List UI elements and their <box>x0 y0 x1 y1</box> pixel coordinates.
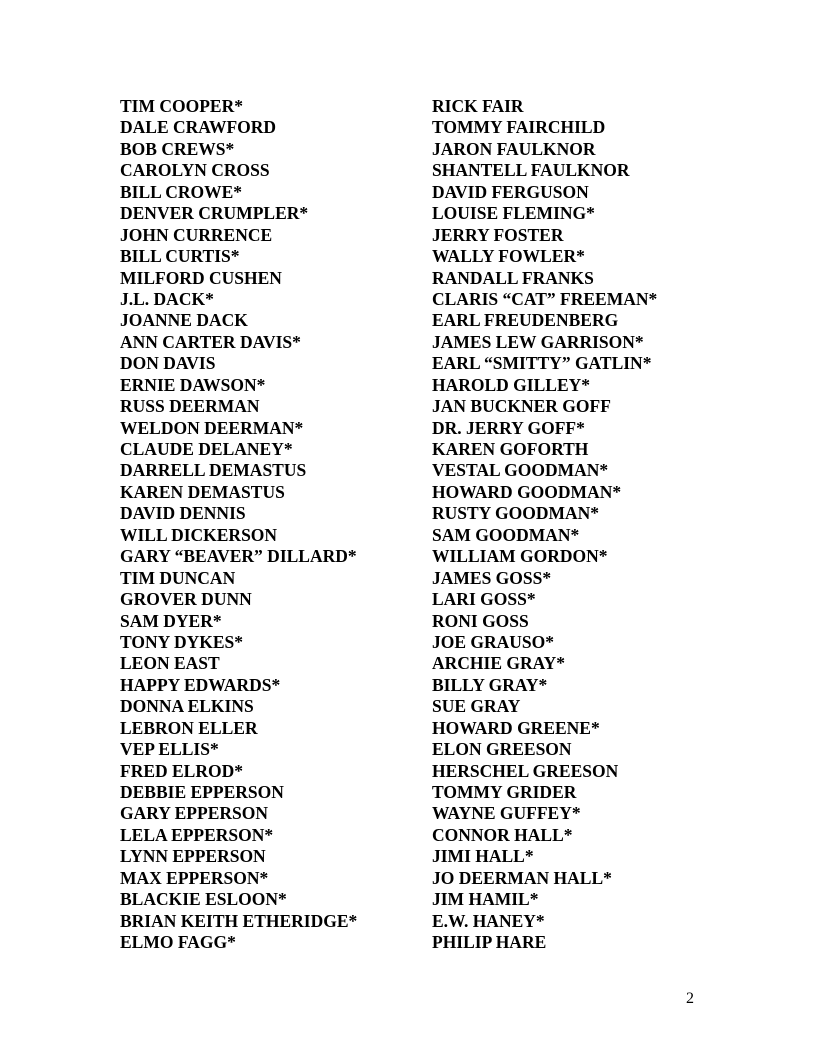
name-entry: LELA EPPERSON* <box>120 824 274 845</box>
name-entry: JAMES LEW GARRISON* <box>432 331 644 352</box>
name-entry: LEBRON ELLER <box>120 717 258 738</box>
name-entry: E.W. HANEY* <box>432 910 545 931</box>
name-entry: PHILIP HARE <box>432 932 547 953</box>
name-entry: TIM DUNCAN <box>120 567 236 588</box>
name-entry: HOWARD GREENE* <box>432 717 600 738</box>
name-entry: LOUISE FLEMING* <box>432 203 595 224</box>
name-entry: RONI GOSS <box>432 610 529 631</box>
name-entry: LYNN EPPERSON <box>120 846 266 867</box>
name-entry: CLAUDE DELANEY* <box>120 439 293 459</box>
name-entry: BILL CURTIS* <box>120 246 240 267</box>
name-entry: RANDALL FRANKS <box>432 267 594 288</box>
name-entry: EARL FREUDENBERG <box>432 310 619 331</box>
name-entry: BILLY GRAY* <box>432 674 548 695</box>
name-entry: DENVER CRUMPLER* <box>120 203 309 224</box>
name-entry: RICK FAIR <box>432 96 524 116</box>
name-entry: KAREN DEMASTUS <box>120 481 285 502</box>
name-entry: JAMES GOSS* <box>432 567 552 588</box>
name-entry: WELDON DEERMAN* <box>120 417 304 438</box>
name-entry: GROVER DUNN <box>120 589 252 610</box>
name-entry: ELON GREESON <box>432 739 572 760</box>
name-entry: DARRELL DEMASTUS <box>120 460 307 481</box>
name-entry: CONNOR HALL* <box>432 824 573 845</box>
name-entry: HAPPY EDWARDS* <box>120 674 281 695</box>
name-entry: VEP ELLIS* <box>120 739 219 760</box>
page-number: 2 <box>686 990 694 1007</box>
name-entry: TOMMY FAIRCHILD <box>432 117 606 138</box>
name-entry: DON DAVIS <box>120 353 216 374</box>
name-entry: HOWARD GOODMAN* <box>432 481 622 502</box>
name-entry: BILL CROWE* <box>120 181 243 202</box>
name-entry: BLACKIE ESLOON* <box>120 889 287 910</box>
name-entry: HERSCHEL GREESON <box>432 760 619 781</box>
name-entry: CLARIS “CAT” FREEMAN* <box>432 288 658 309</box>
name-entry: JO DEERMAN HALL* <box>432 867 612 888</box>
name-entry: MAX EPPERSON* <box>120 867 269 888</box>
name-entry: MILFORD CUSHEN <box>120 267 282 288</box>
name-entry: J.L. DACK* <box>120 288 214 309</box>
name-entry: FRED ELROD* <box>120 760 243 781</box>
name-entry: SUE GRAY <box>432 696 521 717</box>
name-entry: RUSTY GOODMAN* <box>432 503 600 524</box>
name-entry: KAREN GOFORTH <box>432 439 589 459</box>
name-entry: DR. JERRY GOFF* <box>432 417 585 438</box>
name-entry: EARL “SMITTY” GATLIN* <box>432 353 652 374</box>
name-entry: DAVID DENNIS <box>120 503 246 524</box>
name-entry: TIM COOPER* <box>120 96 243 116</box>
name-entry: DALE CRAWFORD <box>120 117 277 138</box>
name-entry: HAROLD GILLEY* <box>432 374 591 395</box>
name-entry: WILLIAM GORDON* <box>432 546 608 567</box>
name-entry: LARI GOSS* <box>432 589 536 610</box>
name-entry: SHANTELL FAULKNOR <box>432 160 630 181</box>
name-entry: GARY “BEAVER” DILLARD* <box>120 546 357 567</box>
name-entry: JAN BUCKNER GOFF <box>432 396 611 417</box>
name-entry: CAROLYN CROSS <box>120 160 270 181</box>
name-entry: WILL DICKERSON <box>120 524 278 545</box>
name-entry: VESTAL GOODMAN* <box>432 460 609 481</box>
names-column-left <box>120 96 357 954</box>
name-entry: JARON FAULKNOR <box>432 138 596 159</box>
name-entry: RUSS DEERMAN <box>120 396 260 417</box>
name-entry: DAVID FERGUSON <box>432 181 589 202</box>
name-entry: ERNIE DAWSON* <box>120 374 266 395</box>
name-entry: ELMO FAGG* <box>120 932 236 953</box>
name-entry: ARCHIE GRAY* <box>432 653 566 674</box>
name-entry: DONNA ELKINS <box>120 696 254 717</box>
names-column-right <box>432 96 657 954</box>
name-entry: GARY EPPERSON <box>120 803 268 824</box>
name-entry: LEON EAST <box>120 653 220 674</box>
name-entry: DEBBIE EPPERSON <box>120 782 284 802</box>
name-entry: JOE GRAUSO* <box>432 631 555 652</box>
name-entry: SAM GOODMAN* <box>432 524 580 545</box>
name-entry: ANN CARTER DAVIS* <box>120 331 301 352</box>
name-entry: BRIAN KEITH ETHERIDGE* <box>120 910 358 931</box>
name-entry: JIMI HALL* <box>432 846 534 867</box>
name-entry: TONY DYKES* <box>120 631 244 652</box>
name-entry: WALLY FOWLER* <box>432 246 585 267</box>
name-entry: WAYNE GUFFEY* <box>432 803 581 824</box>
name-entry: TOMMY GRIDER <box>432 782 577 802</box>
name-entry: JOHN CURRENCE <box>120 224 273 245</box>
name-entry: JIM HAMIL* <box>432 889 539 910</box>
name-entry: JOANNE DACK <box>120 310 248 331</box>
name-entry: BOB CREWS* <box>120 138 235 159</box>
name-entry: JERRY FOSTER <box>432 224 564 245</box>
name-entry: SAM DYER* <box>120 610 222 631</box>
